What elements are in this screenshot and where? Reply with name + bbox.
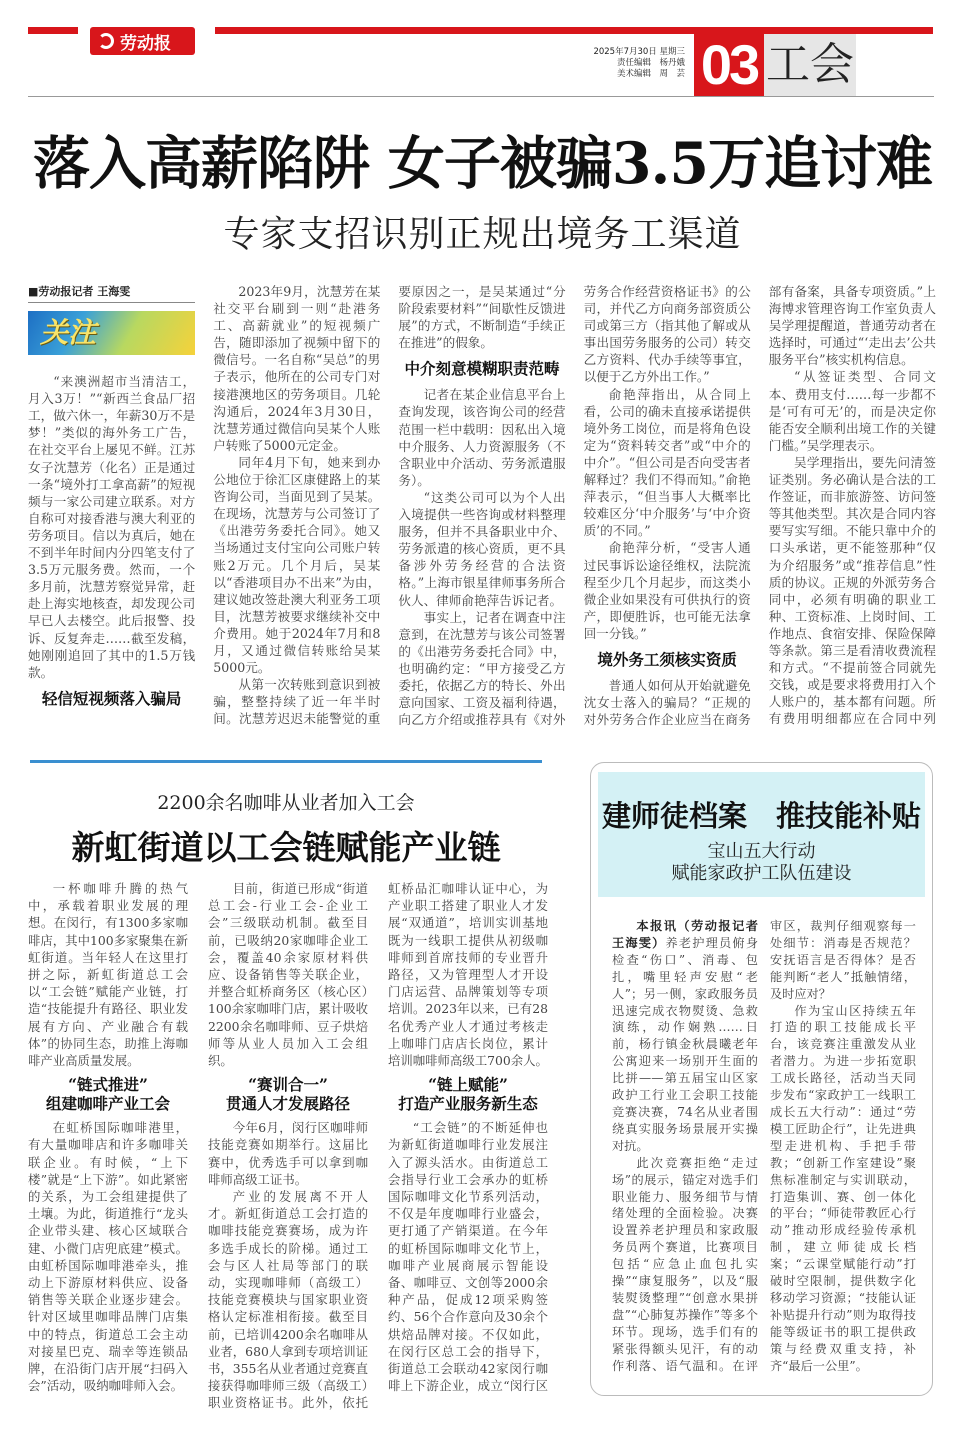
paragraph: 产业的发展离不开人才。新虹街道总工会打造的咖啡技能竞赛赛场，成为许多选手成长的阶梯。通过工会与区人社局等部门的联动，实现咖啡师（高级工）技能竞赛模块与国家职业资格认定标准相衔接。截至目前，已培训4200余名咖啡从业者，680人拿到专项培训证书，355名从业者通过竞赛直接获得咖啡师三级（高级工）职业资格证书。此外，依托虹桥品汇咖啡认证中心，为产业职工搭建了职业人才发展“双通道”，培训实训基地既为一线职工提供从初级咖啡师到首席技师的专业晋升路径，又为管理型人才开设门店运营、品牌策划等专项培训。2023年以来，已有28名优秀产业人才通过考核走上咖啡门店店长岗位，累计培训咖啡师高级工700余人。 — [208, 881, 548, 1411]
coffee-kicker: 2200余名咖啡从业者加入工会 — [157, 792, 415, 814]
baoshan-headline: 建师徒档案 推技能补贴 — [601, 799, 921, 833]
logo-text: 劳动报 — [120, 33, 171, 54]
issue-date: 2025年7月30日 星期三 — [593, 47, 685, 57]
paragraph: 目前，街道已形成“街道总工会-行业工会-企业工会”三级联动机制。截至目前，已吸纳20家咖啡企业工会，覆盖40余家原材料供应、设备销售等关联企业，并整合虹桥商务区（核心区）100余家咖啡门店，累计吸收2200余名咖啡师、豆子烘焙师等从业人员加入工会组织。 — [208, 881, 368, 1069]
paragraph-text: 养老护理员俯身检查“伤口”、消毒、包扎，嘴里轻声安慰“老人”；另一侧，家政服务员迅速完成衣物熨烫、急救演练，动作娴熟……日前，杨行镇金秋晨曦老年公寓迎来一场别开生面的比拼——第五届宝山区家政护工行业工会职工技能竞赛决赛，74名从业者围绕真实服务场景展开实操对抗。 — [612, 935, 759, 1153]
page-number: 03 — [694, 34, 764, 96]
art-editor: 美术编辑 周 芸 — [616, 69, 685, 79]
top-article-body — [28, 283, 936, 733]
issue-meta — [545, 47, 685, 80]
paragraph: “从签证类型、合同文本、费用支付……每一步都不是‘可有可无’的，而是决定你能否安全顺利出境工作的关键门槛。”吴学理表示。 — [768, 369, 936, 453]
paragraph: 作为宝山区持续五年打造的职工技能成长平台，该竞赛注重激发从业者潜力。为进一步拓宽职工成长路径，活动当天同步发布“家政护工一线职工成长五大行动”：通过“劳模工匠助企行”，让先进典型走进机构、手把手带教；“创新工作室建设”聚焦标准制定与实训联动，打造集训、赛、创一体化的平台；“师徒带教匠心行动”推动形成经验传承机制，建立师徒成长档案；“云课堂赋能行动”打破时空限制，提供数字化移动学习资源；“技能认证补贴提升行动”则为取得技能等级证书的职工提供政策与经费双重支持，补齐“最后一公里”。 — [770, 1003, 916, 1373]
paragraph: 从第一次转账到意识到被骗，整整持续了近一年半时间。沈慧芳迟迟未能警觉的重要原因之一，是吴某通过“分阶段索要材料”“间歇性反馈进展”的方式，不断制造“手续正在推进”的假象。 — [213, 284, 566, 727]
section-heading: “链上赋能” 打造产业服务新生态 — [398, 1075, 538, 1114]
baoshan-header — [598, 772, 925, 897]
main-subheadline: 专家支招识别正规出境务工渠道 — [223, 214, 742, 255]
paragraph: 同年4月下旬，她来到办公地位于徐汇区康健路上的某咨询公司，当面见到了吴某。在现场，沈慧芳与公司签订了《出港劳务委托合同》。她又当场通过支付宝向公司账户转账2万元。几个月后，吴某以“香港项目办不出来”为由，建议她改签赴澳大利亚务工项目，沈慧芳被要求继续补交中介费用。她于2024年7月和8月，又通过微信转账给吴某5000元。 — [213, 454, 381, 676]
logo-icon — [98, 33, 114, 49]
section-name: 工会 — [764, 34, 856, 96]
masthead-rule-right — [215, 27, 933, 34]
newspaper-logo — [90, 27, 195, 55]
paragraph: 今年6月，闵行区咖啡师技能竞赛如期举行。这届比赛中，优秀选手可以拿到咖啡师高级工证书。 — [208, 1120, 368, 1187]
paragraph: 此次竞赛拒绝“走过场”的展示，锚定对选手们职业能力、服务细节与情绪处理的全面检验。决赛设置养老护理员和家政服务员两个赛道，比赛项目包括“应急止血包扎实操”“康复服务”，以及“服装熨烫整理”“创意水果拼盘”“心肺复苏操作”等多个环节。现场，选手们有的紧张得额头见汗，有的动作利落、语气温和。在评审区，裁判仔细观察每一处细节：消毒是否规范？安抚语言是否得体？是否能判断“老人”抵触情绪，及时应对？ — [612, 919, 916, 1373]
section-heading: “赛训合一” 贯通人才发展路径 — [225, 1075, 350, 1114]
paragraph: 2023年9月，沈慧芳在某社交平台刷到一则“赴港务工、高薪就业”的短视频广告，随即添加了视频中留下的微信号。一名自称“吴总”的男子表示，他所在的公司专门对接港澳地区的劳务项目。几轮沟通后，2024年3月30日，沈慧芳通过微信向吴某个人账户转账了5000元定金。 — [213, 284, 381, 453]
section-heading: 轻信短视频落入骗局 — [41, 688, 182, 708]
dateline: 本报讯（劳动报记者王海雯） — [612, 919, 758, 950]
baoshan-article-body — [612, 918, 916, 1384]
masthead-rule-left — [28, 27, 78, 34]
focus-badge: 关注 — [28, 311, 195, 355]
paragraph: 一杯咖啡升腾的热气中，承载着职业发展的理想。在闵行，有1300多家咖啡店，其中100多家聚集在新虹街道。当年轻人在这里打拼之际，新虹街道总工会以“工会链”赋能产业链，打造“技能提升有路径、职业发展有方向、产业融合有载体”的协同生态，助推上海咖啡产业高质量发展。 — [28, 881, 188, 1069]
main-headline: 落入高薪陷阱 女子被骗3.5万追讨难 — [32, 130, 932, 197]
coffee-article-body — [28, 880, 548, 1415]
paragraph: 普通人如何从开始就避免沈女士落入的骗局？“正规的对外劳务合作企业应当在商务部有备案，具备专项资质。”上海博求管理咨询工作室负责人吴学理提醒道，普通劳动者在选择时，可通过“‘走出去’公共服务平台”核实机构信息。 — [583, 284, 936, 728]
paragraph: 在虹桥国际咖啡港里，有大量咖啡店和许多咖啡关联企业。有时候，“上下楼”就是“上下游”。如此紧密的关系，为工会组建提供了土壤。为此，街道推行“龙头企业带头建、核心区域联合建、小微门店兜底建”模式。由虹桥国际咖啡港牵头，推动上下游原材料供应、设备销售等关联企业逐步建会。针对区域里咖啡品牌门店集中的特点，街道总工会主动对接星巴克、瑞幸等连锁品牌，在沿街门店开展“扫码入会”活动，吸纳咖啡师入会。 — [28, 1120, 188, 1394]
divider — [28, 96, 934, 97]
baoshan-sub2: 赋能家政护工队伍建设 — [671, 863, 852, 884]
paragraph: 记者在某企业信息平台上查询发现，该咨询公司的经营范围一栏中载明：因私出入境中介服务、人力资源服务（不含职业中介活动、劳务派遣服务）。 — [398, 387, 566, 488]
paragraph: “这类公司可以为个人出入境提供一些咨询或材料整理服务，但并不具备职业中介、劳务派遣的核心资质，更不具备涉外劳务经营的合法资格。”上海市银星律师事务所合伙人、律师俞艳萍告诉记者。 — [398, 489, 566, 608]
coffee-headline: 新虹街道以工会链赋能产业链 — [71, 828, 501, 867]
section-heading: “链式推进” 组建咖啡产业工会 — [45, 1075, 170, 1114]
paragraph: 吴学理指出，要先问清签证类别。务必确认是合法的工作签证，而非旅游签、访问签等其他类型。其次是合同内容要写实写细。不能只靠中介的口头承诺，更不能签那种“仅为介绍服务”或“推荐信息”性质的协议。正规的外派劳务合同中，必须有明确的职业工种、工资标准、上岗时间、工作地点、食宿安排、保险保障等条款。第三是看清收费流程和方式。“不提前签合同就先交钱，或是要求将费用打入个人账户的，基本都有问题。所有费用明细都应在合同中列 — [768, 454, 936, 727]
paragraph — [612, 918, 758, 1155]
paragraph: 俞艳萍分析，“受害人通过民事诉讼途径维权，法院流程至少几个月起步，而这类小微企业如果没有可供执行的资产，即便胜诉，也可能无法拿回一分钱。” — [583, 540, 751, 641]
divider — [30, 760, 542, 763]
editor: 责任编辑 杨丹娥 — [616, 58, 685, 68]
paragraph: 俞艳萍指出，从合同上看，公司的确未直接承诺提供境外务工岗位，而是将角色设定为“资料转交者”或“中介的中介”。“但公司是否向受害者解释过？我们不得而知。”俞艳萍表示，“但当事人大概率比较难区分‘中介服务’与‘中介资质’的不同。” — [583, 386, 751, 539]
paragraph: “来澳洲超市当清洁工，月入3万！”“新西兰食品厂招工，做六休一，年薪30万不是梦！”类似的海外务工广告，在社交平台上屡见不鲜。江苏女子沈慧芳（化名）正是通过一条“境外打工拿高薪”的短视频与一家公司建立联系。对方自称可对接香港与澳大利亚的劳务项目。信以为真后，她在不到半年时间内分四笔支付了3.5万元服务费。然而，一个多月前，沈慧芳察觉异常，赶赴上海实地核查，却发现公司早已人去楼空。此后报警、投诉、反复奔走……截至发稿，她刚刚追回了其中的1.5万钱款。 — [28, 374, 196, 680]
section-heading: 境外务工须核实资质 — [597, 649, 737, 669]
section-heading: 中介刻意模糊职责范畴 — [404, 359, 560, 379]
paragraph: 事实上，记者在调查中注意到，在沈慧芳与该公司签署的《出港劳务委托合同》中，也明确约定：“甲方接受乙方委托，依据乙方的特长、外出意向国家、工资及福利待遇，向乙方介绍或推荐具有《对外劳务合作经营资格证书》的公司，并代乙方向商务部资质公司或第三方（指其他了解或从事出国劳务服务的公司）转交乙方资料、代办手续等事宜，以便于乙方外出工作。” — [398, 284, 751, 728]
byline: ■劳动报记者 王海雯 — [28, 283, 195, 303]
paragraph: “工会链”的不断延伸也为新虹街道咖啡行业发展注入了源头活水。由街道总工会指导行业工会承办的虹桥国际咖啡文化节系列活动，不仅是年度咖啡行业盛会，更打通了产销渠道。在今年的虹桥国际咖啡文化节上，咖啡产业展商展示智能设备、咖啡豆、文创等2000余种产品，促成12项采购签约、56个合作意向及30余个烘焙品牌对接。不仅如此，在闵行区总工会的指导下，街道总工会联动42家闵行咖啡上下游企业，成立“闵行区 — [388, 1120, 548, 1394]
baoshan-sub1: 宝山五大行动 — [707, 841, 816, 862]
